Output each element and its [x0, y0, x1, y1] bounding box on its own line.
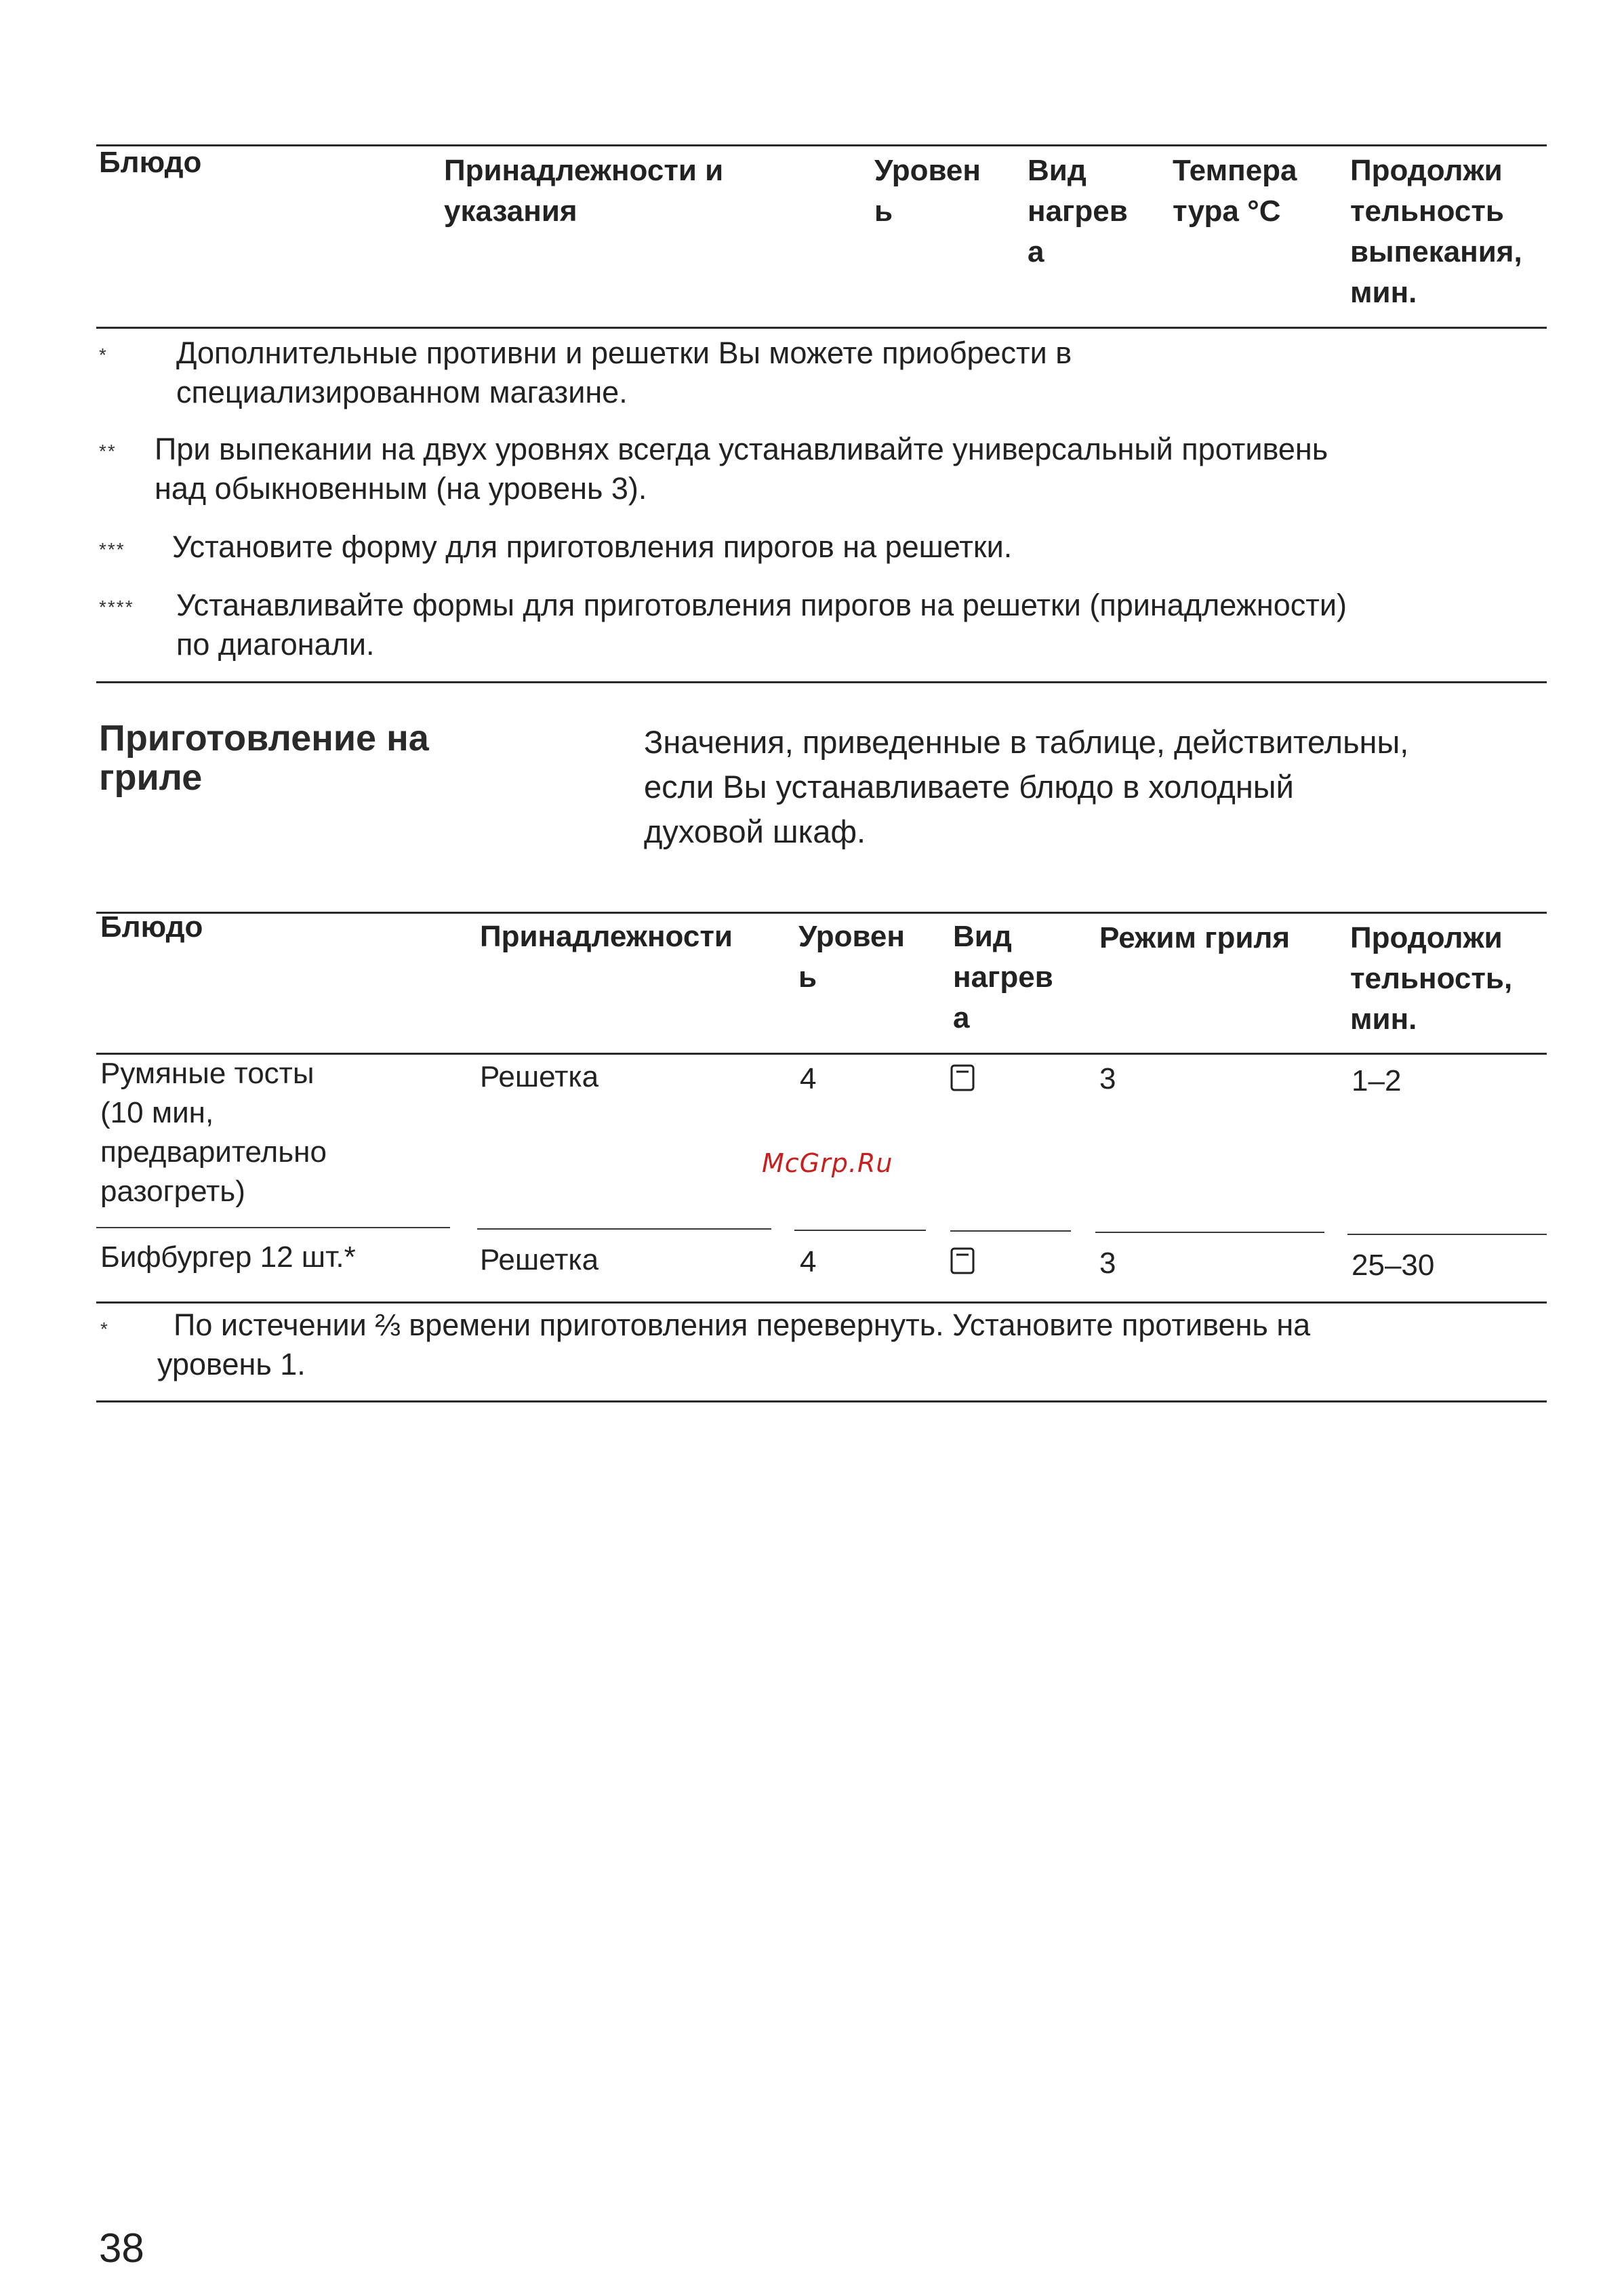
- footnote-line: По истечении ⅔ времени приготовления перевернуть. Установите противень на: [174, 1308, 1311, 1342]
- footnote-1: [176, 334, 1072, 412]
- footnote-line: Устанавливайте формы для приготовления пирогов на решетки (принадлежности): [176, 588, 1347, 622]
- header-line: Блюдо: [100, 910, 203, 944]
- header-line: Темпера: [1173, 154, 1297, 187]
- table1-header-heat-type: [1028, 150, 1128, 272]
- table2-header-duration: [1350, 918, 1512, 1040]
- header-line: Вид: [1028, 154, 1087, 187]
- header-line: Продолжи: [1350, 921, 1503, 954]
- header-line: Продолжи: [1350, 154, 1503, 187]
- dish-line: предварительно: [100, 1135, 327, 1169]
- table1-header-dish: [99, 142, 201, 183]
- table1-header-level: [874, 150, 981, 232]
- table1-header-duration: [1350, 150, 1522, 313]
- header-line: Принадлежности: [480, 920, 733, 953]
- header-line: Уровен: [798, 920, 905, 953]
- footnote-mark: ****: [99, 597, 134, 618]
- table-row-1-grill: 3: [1099, 1062, 1116, 1095]
- table2-header-dish: [100, 907, 203, 948]
- footnote-line: специализированном магазине.: [176, 375, 628, 409]
- table-row-1-accessory: Решетка: [480, 1060, 599, 1093]
- section-intro: [644, 720, 1408, 854]
- footnote-line: Установите форму для приготовления пирогов на решетки.: [172, 529, 1013, 564]
- header-line: тура °С: [1173, 195, 1281, 228]
- header-line: Принадлежности и: [444, 154, 724, 187]
- header-line: мин.: [1350, 1003, 1417, 1036]
- table2-header-heat-type: [953, 916, 1053, 1038]
- footnote-mark: ***: [99, 539, 125, 560]
- intro-line: Значения, приведенные в таблице, действительны,: [644, 724, 1409, 760]
- intro-line: если Вы устанавливаете блюдо в холодный: [644, 769, 1294, 805]
- header-line: тельность: [1350, 195, 1504, 228]
- table-row-2-grill: 3: [1099, 1247, 1116, 1280]
- table-row-2-accessory: Решетка: [480, 1243, 599, 1276]
- table-row-1-dish: [100, 1054, 327, 1211]
- row-separator: [96, 1227, 450, 1228]
- table-row-2-dish: [100, 1238, 356, 1277]
- header-line: выпекания,: [1350, 235, 1522, 268]
- table2-footnote-rule: [96, 1400, 1547, 1402]
- table2-header-grill-mode: [1099, 918, 1290, 958]
- footnote-mark: **: [99, 441, 117, 462]
- footnote-line: Дополнительные противни и решетки Вы можете приобрести в: [176, 336, 1072, 370]
- row-separator: [950, 1230, 1071, 1232]
- header-line: Вид: [953, 920, 1012, 953]
- header-line: а: [953, 1001, 970, 1034]
- footnote-line: над обыкновенным (на уровень 3).: [155, 471, 647, 506]
- top-bottom-heat-icon: [950, 1247, 975, 1274]
- table2-header-accessories: [480, 916, 733, 957]
- footnote-line: по диагонали.: [176, 627, 375, 662]
- dish-line: Румяные тосты: [100, 1057, 314, 1090]
- header-line: тельность,: [1350, 962, 1513, 995]
- footnote-line: При выпекании на двух уровнях всегда устанавливайте универсальный противень: [155, 432, 1328, 466]
- section-title: [99, 719, 429, 797]
- page-number: 38: [99, 2225, 144, 2271]
- table1-header-temperature: [1173, 150, 1297, 232]
- header-line: ь: [798, 961, 817, 994]
- footnote-2: [155, 430, 1328, 508]
- header-line: ь: [874, 195, 893, 228]
- top-bottom-heat-icon: [950, 1064, 975, 1091]
- table2-top-rule: [96, 912, 1547, 914]
- watermark: McGrp.Ru: [762, 1148, 893, 1178]
- footnote-4: [176, 586, 1347, 664]
- table-row-2-level: 4: [800, 1245, 817, 1278]
- dish-line: (10 мин,: [100, 1096, 214, 1129]
- header-line: Блюдо: [99, 146, 202, 179]
- table-row-2-time: 25–30: [1352, 1249, 1435, 1282]
- row-separator: [794, 1230, 926, 1231]
- dish-line: разогреть): [100, 1175, 245, 1208]
- table1-header-rule: [96, 327, 1547, 329]
- row-separator: [1095, 1232, 1324, 1233]
- dish-line: Бифбургер 12 шт.*: [100, 1240, 356, 1274]
- table2-bottom-rule: [96, 1301, 1547, 1304]
- header-line: Уровен: [874, 154, 981, 187]
- header-line: а: [1028, 235, 1044, 268]
- header-line: нагрев: [1028, 195, 1128, 228]
- table1-top-rule: [96, 144, 1547, 146]
- header-line: мин.: [1350, 276, 1417, 309]
- section-title-line: Приготовление на: [99, 718, 429, 759]
- header-line: нагрев: [953, 961, 1053, 994]
- table-row-1-time: 1–2: [1352, 1064, 1402, 1097]
- header-line: указания: [444, 195, 577, 228]
- table1-header-accessories: [444, 150, 723, 232]
- intro-line: духовой шкаф.: [644, 813, 866, 849]
- row-separator: [1347, 1234, 1547, 1235]
- footnote-mark: *: [100, 1318, 109, 1339]
- footnote-mark: *: [99, 344, 108, 365]
- table-row-1-level: 4: [800, 1062, 817, 1095]
- footnote-3: [172, 527, 1012, 567]
- footnotes1-bottom-rule: [96, 681, 1547, 683]
- table2-footnote: [157, 1306, 1310, 1384]
- row-separator: [477, 1228, 771, 1230]
- footnote-line: уровень 1.: [157, 1347, 306, 1381]
- section-title-line: гриле: [99, 757, 203, 798]
- header-line: Режим гриля: [1099, 921, 1291, 954]
- table2-header-level: [798, 916, 905, 998]
